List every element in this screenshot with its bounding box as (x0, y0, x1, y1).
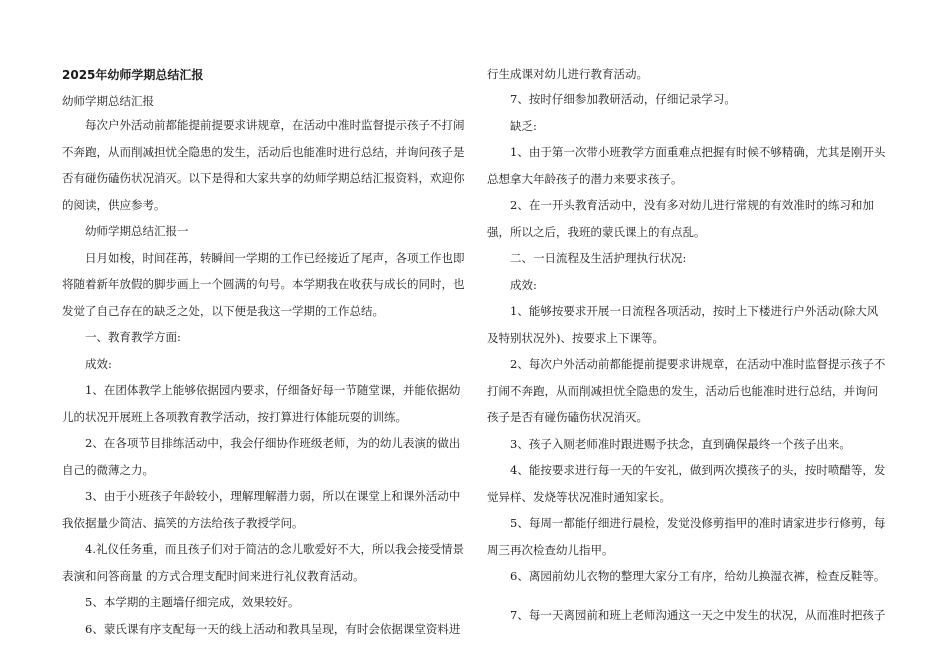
right-paragraph: 成效: (510, 277, 537, 292)
left-paragraph: 1、在团体教学上能够依据园内要求，仔细备好每一节随堂课，并能依据幼儿的状况开展班上各项教育教学活动，按打算进行体能玩耍的训练。 (62, 383, 461, 424)
left-paragraph: 5、本学期的主题墙仔细完成，效果较好。 (85, 595, 300, 609)
document-subtitle: 幼师学期总结汇报 (62, 94, 154, 108)
left-paragraph: 2、在各项节目排练活动中，我会仔细协作班级老师，为的幼儿表演的做出自己的微薄之力。 (62, 436, 461, 477)
right-paragraph: 5、每周一都能仔细进行晨检，发觉没修剪指甲的准时请家进步行修剪，每周三再次检查幼儿指甲。 (487, 516, 886, 557)
left-paragraph: 4.礼仪任务重，而且孩子们对于简洁的念儿歌爱好不大，所以我会接受情景表演和问答商量 的方式合理支配时间来进行礼仪教育活动。 (62, 542, 464, 583)
right-paragraph: 7、每一天离园前和班上老师沟通这一天之中发生的状况，从而准时把孩子 (510, 607, 886, 622)
right-paragraph: 行生成课对幼儿进行教育活动。 (487, 67, 648, 81)
paragraph-gap (487, 590, 887, 602)
right-paragraph: 2、每次户外活动前都能提前提要求讲规章，在活动中准时监督提示孩子不打闹不奔跑，从而削减担忧全隐患的发生，活动后也能准时进行总结，并询问孩子是否有碰伤磕伤状况消灭。 (487, 357, 886, 424)
right-paragraph: 6、离园前幼儿衣物的整理大家分工有序，给幼儿换湿衣裤，检查反鞋等。 (510, 569, 886, 583)
right-paragraph: 4、能按要求进行每一天的午安礼，做到两次摸孩子的头，按时喷醋等，发觉异样、发烧等状况准时通知家长。 (487, 463, 886, 504)
left-paragraph: 3、由于小班孩子年龄较小，理解理解潜力弱，所以在课堂上和课外活动中我依据量少简洁、搞笑的方法给孩子教授学问。 (62, 489, 461, 530)
right-paragraph: 1、能够按要求开展一日流程各项活动，按时上下楼进行户外活动(除大风及特别状况外)、按要求上下课等。 (487, 304, 879, 345)
left-paragraph: 成效: (85, 356, 112, 371)
right-paragraph: 二、一日流程及生活护理执行状况: (510, 251, 687, 265)
right-paragraph: 缺乏: (510, 118, 537, 133)
right-paragraph: 7、按时仔细参加教研活动，仔细记录学习。 (510, 92, 736, 106)
left-paragraph: 一、教育教学方面: (85, 330, 181, 344)
document-title: 2025年幼师学期总结汇报 (62, 68, 204, 82)
left-paragraph: 6、蒙氏课有序支配每一天的线上活动和教具呈现，有时会依据课堂资料进 (85, 621, 461, 636)
right-column (487, 62, 887, 628)
right-paragraph: 3、孩子入厕老师准时跟进赐予扶念，直到确保最终一个孩子出来。 (510, 436, 851, 451)
left-paragraph: 每次户外活动前都能提前提要求讲规章，在活动中准时监督提示孩子不打闹不奔跑，从而削减担忧全隐患的发生，活动后也能准时进行总结，并询问孩子是否有碰伤磕伤状况消灭。以下是得和大家共享的幼师学期总结汇报资料，欢迎你的阅读，供应参考。 (62, 118, 465, 212)
left-column (62, 62, 466, 642)
left-paragraph: 日月如梭，时间荏苒，转瞬间一学期的工作已经接近了尾声，各项工作也即将随着新年放假的脚步画上一个圆满的句号。本学期我在收获与成长的同时，也发觉了自己存在的缺乏之处，以下便是我这一学期的工作总结。 (62, 250, 465, 318)
right-paragraph: 2、在一开头教育活动中，没有多对幼儿进行常规的有效准时的练习和加强，所以之后，我班的蒙氏课上的有点乱。 (487, 198, 874, 239)
right-paragraph: 1、由于第一次带小班教学方面重难点把握有时候不够精确，尤其是刚开头总想拿大年龄孩子的潜力来要求孩子。 (487, 145, 886, 186)
left-paragraph: 幼师学期总结汇报一 (85, 224, 189, 238)
